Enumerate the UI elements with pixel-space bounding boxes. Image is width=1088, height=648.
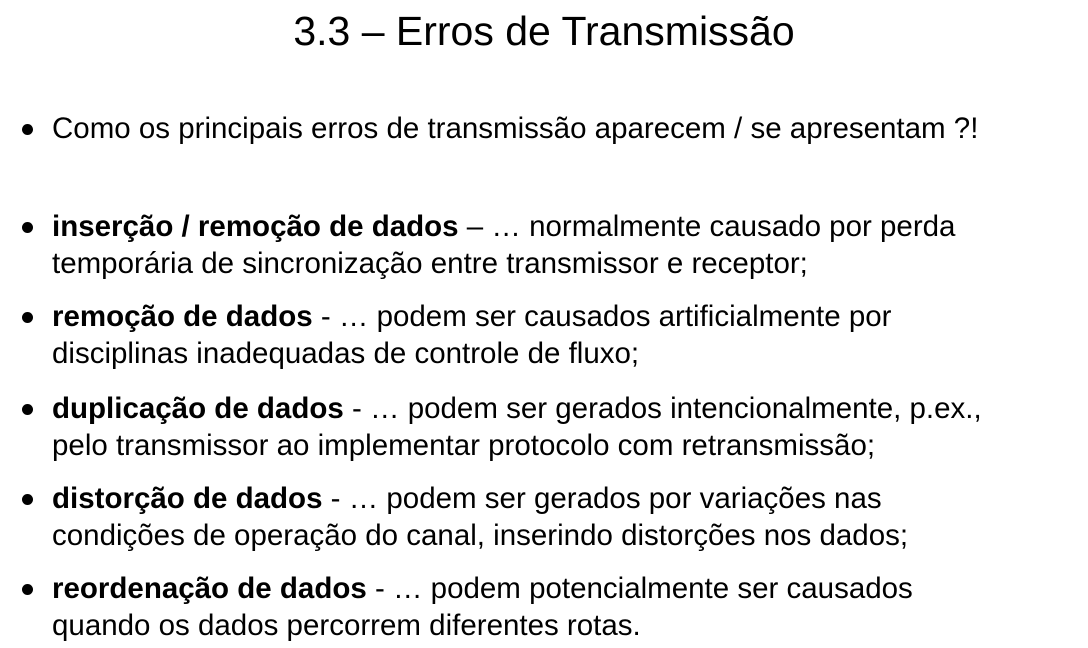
bullet-term: duplicação de dados	[52, 392, 344, 425]
bullet-line-2: disciplinas inadequadas de controle de fluxo;	[52, 337, 640, 370]
bullet-line-1	[52, 390, 1088, 427]
bullet-line-1	[52, 298, 1088, 335]
bullet-dot-icon	[22, 404, 33, 415]
bullet-description: – … normalmente causado por perda	[458, 210, 956, 243]
bullet-description: - … podem ser gerados por variações nas	[322, 482, 882, 515]
bullet-description: - … podem ser gerados intencionalmente, p.ex.,	[343, 392, 982, 425]
bullet-term: reordenação de dados	[52, 572, 367, 605]
bullet-dot-icon	[22, 222, 33, 233]
slide-title: 3.3 – Erros de Transmissão	[293, 8, 795, 54]
bullet-line-2: temporária de sincronização entre transmissor e receptor;	[52, 247, 808, 280]
bullet-text: Como os principais erros de transmissão aparecem / se apresentam ?!	[52, 112, 979, 145]
bullet-description: - … podem potencialmente ser causados	[366, 572, 913, 605]
bullet-line-2: quando os dados percorrem diferentes rotas.	[52, 609, 641, 642]
bullet-dot-icon	[22, 584, 33, 595]
bullet-line-1	[52, 480, 1088, 517]
bullet-description: - … podem ser causados artificialmente por	[312, 300, 892, 333]
bullet-term: distorção de dados	[52, 482, 323, 515]
bullet-line-2: pelo transmissor ao implementar protocolo com retransmissão;	[52, 429, 876, 462]
bullet-dot-icon	[22, 124, 33, 135]
bullet-line-1	[52, 570, 1088, 607]
bullet-line-1	[52, 208, 1088, 245]
bullet-term: remoção de dados	[52, 300, 313, 333]
bullet-term: inserção / remoção de dados	[52, 210, 459, 243]
bullet-dot-icon	[22, 312, 33, 323]
bullet-dot-icon	[22, 494, 33, 505]
bullet-line-2: condições de operação do canal, inserindo distorções nos dados;	[52, 519, 909, 552]
